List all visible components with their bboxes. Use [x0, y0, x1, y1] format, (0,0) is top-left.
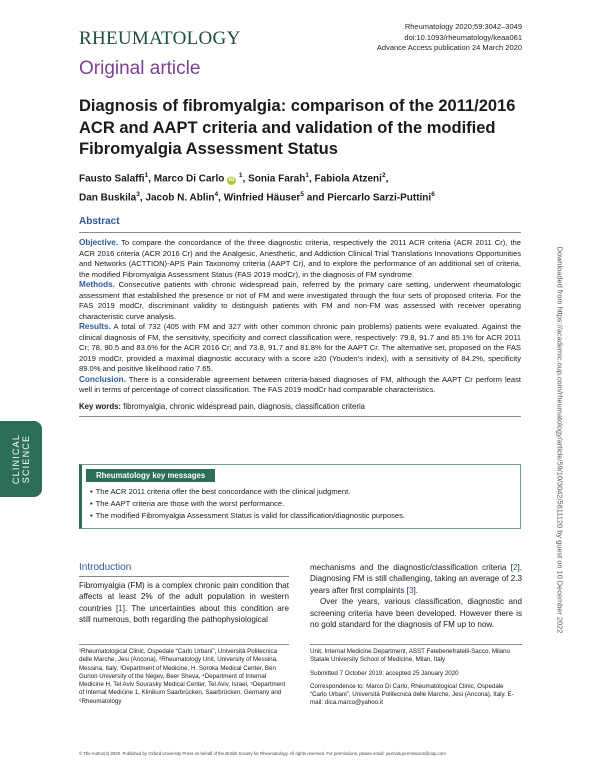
author-name[interactable]: Marco Di Carlo [153, 173, 225, 185]
correspondence-footnote [310, 644, 522, 708]
author-name[interactable]: Winfried Häuser [223, 192, 301, 204]
keywords-label: Key words: [79, 401, 122, 411]
journal-citation: Rheumatology 2020;59:3042–3049 [404, 22, 522, 31]
intro-text: ]. The uncertainties about this condition are still numerous, both regarding the pathophysiological [79, 603, 289, 625]
key-message-item: • The modified Fibromyalgia Assessment Status is valid for classification/diagnostic purposes. [90, 510, 510, 522]
author-name[interactable]: Jacob N. Ablin [145, 192, 215, 204]
affiliation-continuation: Unit, Internal Medicine Department, ASST Fatebenefratelli-Sacco, Milano Statale University School of Medicine, Milan, Italy [310, 648, 511, 664]
journal-logo: RHEUMATOLOGY [79, 28, 241, 49]
intro-paragraph: Over the years, various classification, diagnostic and screening criteria have been developed. However there is no gold standard for the diagnosis of FM up to now. [310, 597, 522, 630]
methods-text: Consecutive patients with chronic widespread pain, referred by the primary care setting, underwent rheumatologic assessment that established the presence or not of FM and were investigated through the four sets of proposed criteria. For the FAS 2019 modCr, discriminant validity to distinguish patients with FM and non-FM was assessed with receiver operating characteristic curve analysis. [79, 280, 521, 321]
author-affiliation: 1 [305, 172, 309, 179]
affiliations-footnote: ¹Rheumatological Clinic, Ospedale “Carlo Urbani”, Università Politecnica delle Marche, Jesi (Ancona), ²Rheumatology Unit, University of Messina, Messina, Italy, ³Department of Medicine, H. Soroka Medical Center, Ben Gurion University of the Negev, Beer Sheva, ⁴Department of Internal Medicine H, Tel Aviv Sourasky Medical Center, Tel Aviv, Israel, ⁵Department of Internal Medicine 1, Klinikum Saarbrücken, Saarbrücken, Germany and ⁶Rheumatology [79, 644, 289, 706]
author-affiliation: 1 [144, 172, 149, 179]
journal-doi[interactable]: doi:10.1093/rheumatology/keaa061 [404, 32, 522, 42]
abstract-section [79, 216, 521, 417]
author-affiliation: 5 [300, 191, 304, 199]
author-name[interactable]: Dan Buskila [79, 192, 137, 204]
abstract-bottom-divider [79, 416, 521, 417]
author-affiliation: 4 [214, 191, 219, 199]
intro-text: ]. Diagnosing FM is still challenging, taking an average of 2.3 years after first complaints [ [310, 563, 522, 595]
article-type-label: Original article [79, 58, 201, 79]
orcid-icon[interactable]: iD [228, 177, 235, 184]
intro-paragraph [310, 562, 522, 596]
methods-label: Methods. [79, 280, 115, 289]
author-affiliation: 1 [238, 172, 243, 179]
keywords-text: fibromyalgia, chronic widespread pain, diagnosis, classification criteria [123, 401, 366, 411]
intro-text: ]. [413, 585, 418, 595]
submission-dates: Submitted 7 October 2019; accepted 25 January 2020 [310, 669, 459, 677]
reference-link[interactable]: 3 [408, 585, 414, 595]
author-affiliation: 3 [136, 191, 140, 199]
side-tab-line-1: CLINICAL [11, 433, 21, 485]
article-title: Diagnosis of fibromyalgia: comparison of the 2011/2016 ACR and AAPT criteria and validation of the modified Fibromyalgia Assessment Status [79, 97, 516, 158]
section-side-tab [0, 421, 42, 497]
author-conjunction: and [306, 192, 325, 204]
objective-label: Objective. [79, 238, 119, 247]
results-text: A total of 732 (405 with FM and 327 with other common chronic pain problems) patients were evaluated. Against the clinical diagnosis of FM, the sensitivity, specificity and correct classification were, respectively: 79.8, 91.7 and 85.1% for ACR 2011 Cr; 78, 90.5 and 83.6% for the ACR 2016 Cr; and 73.8, 91.7 and 81.8% for the AAPT Cr. The alternative set, proposed on the FAS 2019 modCr, provided a maximal diagnostic accuracy with a score ≥20 (Youden’s index), with a sensitivity of 84.2%, specificity 89.0% and positive likelihood ratio 7.65. [79, 322, 521, 373]
abstract-body [79, 233, 521, 396]
key-messages-list [82, 483, 520, 528]
results-label: Results. [79, 322, 111, 331]
key-messages-box [79, 464, 521, 529]
conclusion-text: There is a considerable agreement between criteria-based diagnoses of FM, although the AAPT Cr perform least well in terms of percentage of correct classification. The FAS 2019 modCr had comparable characteristics. [79, 374, 521, 394]
journal-citation-block [377, 22, 522, 54]
copyright-line: © The Author(s) 2020. Published by Oxford University Press on behalf of the British Society for Rheumatology. All rights reserved. For permissions, please email: journals.permissions@oup.com [79, 751, 446, 756]
intro-text: mechanisms and the diagnostic/classification criteria [ [310, 563, 513, 572]
correspondence-note: Correspondence to: Marco Di Carlo, Rheumatological Clinic, Ospedale “Carlo Urbani”, Università Politecnica delle Marche, Jesi (Ancona), Italy. E-mail: dica.marco@yahoo.it [310, 682, 514, 707]
reference-link[interactable]: 1 [118, 603, 123, 613]
side-tab-label [11, 434, 31, 484]
reference-link[interactable]: 2 [512, 563, 518, 572]
intro-text: Fibromyalgia (FM) is a complex chronic pain condition that affects at least 2% of the adult population in western countries [ [79, 581, 289, 613]
download-watermark: Downloaded from https://academic.oup.com/rheumatology/article/59/10/3042/5811120 by guest on 10 December 2022 [555, 246, 565, 634]
abstract-results [79, 322, 521, 375]
side-tab-line-2: SCIENCE [21, 434, 31, 484]
introduction-right-column [310, 562, 522, 630]
author-name[interactable]: Piercarlo Sarzi-Puttini [327, 192, 432, 204]
author-list: Fausto Salaffi$^1$, Marco Di Carlo iD $^1$, Sonia Farah$^1$, Fabiola Atzeni$^2$, Dan Buskila$^3$, Jacob N. Ablin$^4$, Winfried Häuser$^5$ and Piercarlo Sarzi-Puttini$^6$ [79, 172, 435, 204]
conclusion-label: Conclusion. [79, 374, 126, 384]
author-name[interactable]: Fabiola Atzeni [314, 173, 382, 185]
introduction-divider [79, 576, 289, 577]
author-name[interactable]: Fausto Salaffi [79, 173, 145, 185]
author-affiliation: 2 [381, 172, 386, 179]
introduction-left-column [79, 580, 289, 626]
abstract-heading: Abstract [79, 216, 120, 227]
key-message-item: • The ACR 2011 criteria offer the best concordance with the clinical judgment. [90, 486, 510, 498]
author-affiliation: 6 [431, 191, 435, 199]
author-name[interactable]: Sonia Farah [248, 173, 306, 185]
abstract-objective [79, 238, 521, 280]
introduction-heading: Introduction [79, 562, 132, 573]
abstract-methods [79, 280, 521, 322]
keywords-line [79, 396, 521, 416]
abstract-conclusion [79, 375, 521, 396]
key-message-item: • The AAPT criteria are those with the worst performance. [90, 498, 510, 510]
objective-text: To compare the concordance of the three diagnostic criteria, respectively the 2011 ACR criteria (ACR 2011 Cr), the ACR 2016 criteria (ACR 2016 Cr) and the Analgesic, Anesthetic, and Addiction Clinical Trial Translations Innovations Opportunities and Networks (ACTTION)-APS Pain Taxonomy criteria (AAPT Cr), and to explore the performance of an additional set of criteria, the modified Fibromyalgia Assessment Status (FAS 2019 modCr), in the diagnosis of FM syndrome. [79, 238, 521, 279]
journal-access-date: Advance Access publication 24 March 2020 [376, 43, 522, 52]
key-messages-heading: Rheumatology key messages [86, 469, 215, 482]
